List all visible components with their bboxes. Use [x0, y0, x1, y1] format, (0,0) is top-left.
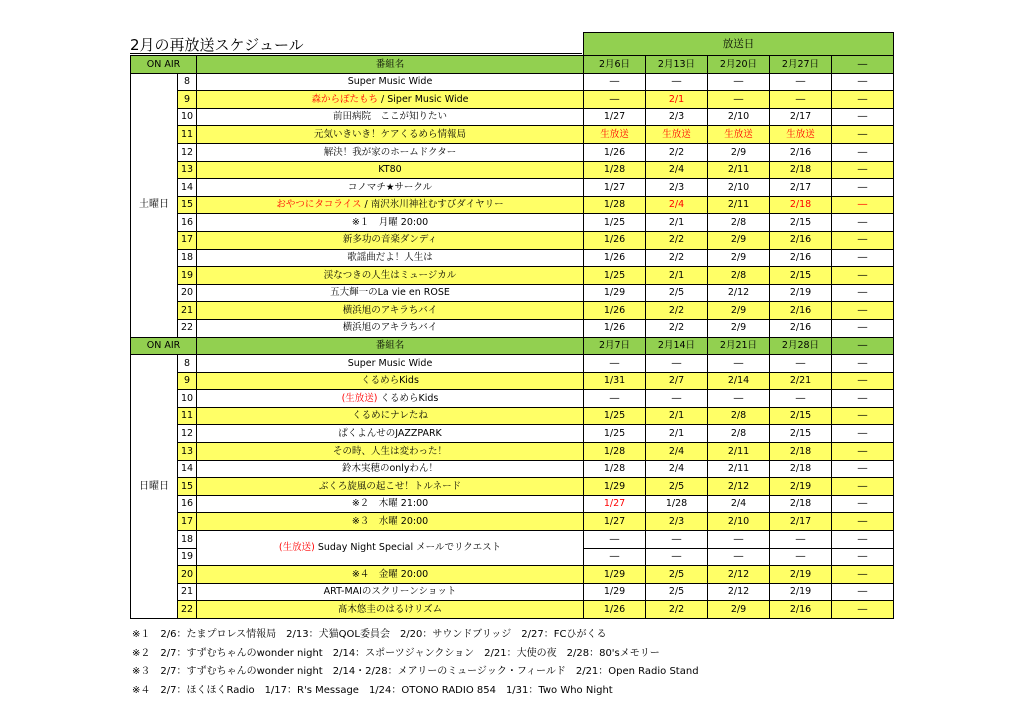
date-header: 2月20日 — [708, 56, 770, 74]
footnote-3: ※３ 2/7：すずむちゃんのwonder night 2/14・2/28：メアリーのミュージック・フィールド 2/21：Open Radio Stand — [132, 666, 699, 677]
broadcast-date-cell: 1/31 — [584, 372, 646, 390]
program-name — [197, 179, 584, 197]
broadcast-date-cell: 2/5 — [646, 478, 708, 496]
extra-cell: ― — [832, 390, 894, 408]
program-title: 横浜旭のアキラちバイ — [342, 322, 438, 334]
table-row — [131, 478, 894, 496]
broadcast-date-cell: 2/17 — [770, 108, 832, 126]
table-row — [131, 531, 894, 549]
broadcast-date-cell: ― — [584, 531, 646, 549]
broadcast-date-cell: ― — [770, 355, 832, 373]
broadcast-date-cell: 2/4 — [708, 495, 770, 513]
broadcast-date-cell: 1/28 — [646, 495, 708, 513]
broadcast-date-cell: 2/2 — [646, 231, 708, 249]
table-row — [131, 460, 894, 478]
broadcast-date-cell: 2/14 — [708, 372, 770, 390]
program-name — [197, 407, 584, 425]
broadcast-date-cell: 2/9 — [708, 249, 770, 267]
slot-number: 11 — [178, 126, 197, 144]
broadcast-date-cell: ― — [708, 91, 770, 109]
table-row — [131, 319, 894, 337]
program-title: 渓なつきの人生はミュージカル — [323, 269, 457, 281]
broadcast-date-cell: 2/8 — [708, 214, 770, 232]
broadcast-date-cell: ― — [584, 355, 646, 373]
program-title: ぶくろ旋風の起こせ！トルネード — [318, 480, 462, 492]
schedule-table — [130, 32, 894, 619]
program-title: ※２ 木曜 21:00 — [351, 498, 429, 510]
extra-cell: ― — [832, 214, 894, 232]
broadcast-date-cell: 2/2 — [646, 249, 708, 267]
program-title: くるめらKids — [361, 375, 419, 387]
table-row — [131, 495, 894, 513]
date-header: 2月13日 — [646, 56, 708, 74]
broadcast-date-cell: 2/9 — [708, 601, 770, 619]
broadcast-date-cell: 2/7 — [646, 372, 708, 390]
broadcast-date-cell: ― — [646, 390, 708, 408]
broadcast-date-cell: 2/3 — [646, 513, 708, 531]
program-live-tag: (生放送) — [278, 542, 315, 554]
slot-number: 9 — [178, 91, 197, 109]
broadcast-date-cell: 2/9 — [708, 231, 770, 249]
broadcast-date-cell: 2/18 — [770, 161, 832, 179]
program-name — [197, 126, 584, 144]
extra-cell: ― — [832, 601, 894, 619]
program-title: ※３ 水曜 20:00 — [351, 515, 429, 527]
program-title: ※４ 金曜 20:00 — [351, 568, 429, 580]
slot-number: 19 — [178, 548, 197, 566]
day-label: 日曜日 — [131, 355, 178, 619]
broadcast-date-cell: ― — [770, 531, 832, 549]
broadcast-date-cell: 2/9 — [708, 143, 770, 161]
program-name — [197, 214, 584, 232]
broadcast-date-cell: ― — [708, 548, 770, 566]
broadcast-date-cell: 2/2 — [646, 143, 708, 161]
broadcast-date-cell: 2/11 — [708, 196, 770, 214]
table-row — [131, 143, 894, 161]
table-row — [131, 214, 894, 232]
broadcast-date-cell: 2/3 — [646, 108, 708, 126]
program-title: Suday Night Special メールでリクエスト — [314, 542, 502, 554]
broadcast-date-cell: 2/3 — [646, 179, 708, 197]
extra-cell: ― — [832, 355, 894, 373]
table-row — [131, 231, 894, 249]
program-title: ※１ 月曜 20:00 — [351, 216, 429, 228]
slot-number: 12 — [178, 425, 197, 443]
footnotes — [132, 626, 699, 700]
table-row — [131, 425, 894, 443]
broadcast-date-cell: 2/12 — [708, 478, 770, 496]
broadcast-date-cell: 2/19 — [770, 566, 832, 584]
program-name — [197, 319, 584, 337]
on-air-header: ON AIR — [131, 56, 197, 74]
extra-cell: ― — [832, 531, 894, 549]
table-row — [131, 196, 894, 214]
program-title: 解決！我が家のホームドクター — [323, 146, 457, 158]
slot-number: 9 — [178, 372, 197, 390]
broadcast-date-cell: ― — [646, 73, 708, 91]
broadcast-date-cell: 2/18 — [770, 196, 832, 214]
program-name — [197, 583, 584, 601]
slot-number: 22 — [178, 601, 197, 619]
broadcast-date-cell: 2/5 — [646, 583, 708, 601]
extra-cell: ― — [832, 91, 894, 109]
table-row — [131, 355, 894, 373]
extra-cell: ― — [832, 425, 894, 443]
broadcast-date-cell: 1/28 — [584, 443, 646, 461]
program-name — [197, 73, 584, 91]
broadcast-date-cell: ― — [770, 390, 832, 408]
program-title: ART-MAIのスクリーンショット — [323, 586, 457, 598]
slot-number: 17 — [178, 513, 197, 531]
broadcast-date-cell: 2/17 — [770, 513, 832, 531]
broadcast-date-cell: 1/26 — [584, 143, 646, 161]
extra-cell: ― — [832, 478, 894, 496]
table-row — [131, 249, 894, 267]
broadcast-date-cell: 1/27 — [584, 179, 646, 197]
broadcast-date-cell: 1/26 — [584, 601, 646, 619]
title-row — [131, 33, 894, 56]
broadcast-date-cell: 1/26 — [584, 249, 646, 267]
broadcast-date-cell: 2/16 — [770, 249, 832, 267]
broadcast-date-cell: 2/12 — [708, 284, 770, 302]
extra-cell: ― — [832, 513, 894, 531]
date-header: 2月14日 — [646, 337, 708, 355]
table-row — [131, 566, 894, 584]
program-name — [197, 231, 584, 249]
program-live-tag: おやつにタコライス — [276, 199, 362, 211]
broadcast-date-cell: 1/27 — [584, 108, 646, 126]
footnote-2: ※２ 2/7：すずむちゃんのwonder night 2/14：スポーツジャンクション 2/21：大使の夜 2/28：80'sメモリー — [132, 647, 660, 659]
broadcast-date-cell: 2/10 — [708, 513, 770, 531]
table-row — [131, 601, 894, 619]
program-title: / 南沢氷川神社むすびダイヤリー — [361, 199, 504, 211]
broadcast-date-cell: ― — [708, 531, 770, 549]
program-name — [197, 249, 584, 267]
broadcast-date-cell: ― — [708, 355, 770, 373]
broadcast-date-cell: 2/15 — [770, 267, 832, 285]
date-header: 2月27日 — [770, 56, 832, 74]
program-name — [197, 495, 584, 513]
broadcast-date-cell: 1/25 — [584, 267, 646, 285]
program-name — [197, 531, 584, 566]
broadcast-date-cell: 1/25 — [584, 425, 646, 443]
table-row — [131, 73, 894, 91]
table-row — [131, 583, 894, 601]
table-row — [131, 407, 894, 425]
broadcast-date-cell: ― — [584, 548, 646, 566]
slot-number: 18 — [178, 249, 197, 267]
program-title: 元気いきいき！ケアくるめら情報局 — [313, 128, 466, 140]
broadcast-date-cell: 2/2 — [646, 601, 708, 619]
broadcast-date-cell: 1/26 — [584, 319, 646, 337]
broadcast-date-cell: 2/4 — [646, 460, 708, 478]
broadcast-date-cell: 2/1 — [646, 425, 708, 443]
extra-cell: ― — [832, 179, 894, 197]
program-name — [197, 478, 584, 496]
program-title: 前田病院 ここが知りたい — [332, 111, 447, 123]
program-title: KT80 — [378, 164, 402, 176]
broadcast-date-cell: 2/18 — [770, 460, 832, 478]
program-title: 髙木悠圭のはるけリズム — [337, 603, 443, 615]
program-name — [197, 443, 584, 461]
program-title: 鈴木実穂のonlyわん！ — [341, 463, 439, 475]
broadcast-date-cell: 1/25 — [584, 214, 646, 232]
date-header: 2月28日 — [770, 337, 832, 355]
extra-cell: ― — [832, 108, 894, 126]
extra-cell: ― — [832, 372, 894, 390]
broadcast-date-cell: 生放送 — [646, 126, 708, 144]
broadcast-date-cell: 2/11 — [708, 443, 770, 461]
broadcast-date-cell: 2/15 — [770, 425, 832, 443]
page-title: 2月の再放送スケジュール — [130, 36, 304, 54]
broadcast-date-cell: ― — [770, 91, 832, 109]
slot-number: 13 — [178, 161, 197, 179]
program-title: 歌謡曲だよ！人生は — [347, 252, 433, 264]
program-header: 番組名 — [197, 337, 584, 355]
program-title: 新多功の音楽ダンディ — [342, 234, 438, 246]
extra-cell: ― — [832, 443, 894, 461]
broadcast-date-cell: 1/25 — [584, 407, 646, 425]
program-name — [197, 601, 584, 619]
extra-cell: ― — [832, 231, 894, 249]
broadcast-day-header: 放送日 — [584, 33, 894, 56]
slot-number: 21 — [178, 583, 197, 601]
program-title: / Siper Music Wide — [378, 93, 469, 105]
program-title: 横浜旭のアキラちバイ — [342, 304, 438, 316]
broadcast-date-cell: ― — [646, 531, 708, 549]
slot-number: 16 — [178, 495, 197, 513]
program-name — [197, 355, 584, 373]
broadcast-date-cell: 2/15 — [770, 214, 832, 232]
slot-number: 15 — [178, 196, 197, 214]
slot-number: 13 — [178, 443, 197, 461]
table-row — [131, 91, 894, 109]
slot-number: 8 — [178, 73, 197, 91]
program-title: くるめにナレたね — [352, 410, 428, 422]
extra-cell: ― — [832, 126, 894, 144]
broadcast-date-cell: 1/29 — [584, 284, 646, 302]
table-row — [131, 284, 894, 302]
broadcast-date-cell: 生放送 — [770, 126, 832, 144]
day-label: 土曜日 — [131, 73, 178, 337]
slot-number: 15 — [178, 478, 197, 496]
broadcast-date-cell: 2/16 — [770, 319, 832, 337]
program-name — [197, 267, 584, 285]
broadcast-date-cell: 2/4 — [646, 443, 708, 461]
program-name — [197, 143, 584, 161]
broadcast-date-cell: 2/18 — [770, 443, 832, 461]
extra-cell: ― — [832, 302, 894, 320]
table-row — [131, 372, 894, 390]
broadcast-date-cell: 2/9 — [708, 302, 770, 320]
date-header: 2月21日 — [708, 337, 770, 355]
program-name — [197, 302, 584, 320]
date-header: 2月7日 — [584, 337, 646, 355]
slot-number: 22 — [178, 319, 197, 337]
slot-number: 12 — [178, 143, 197, 161]
broadcast-date-cell: 1/26 — [584, 302, 646, 320]
slot-number: 14 — [178, 460, 197, 478]
broadcast-date-cell: 2/19 — [770, 583, 832, 601]
program-name — [197, 91, 584, 109]
program-name — [197, 196, 584, 214]
program-title: Super Music Wide — [347, 357, 433, 369]
footnote-4: ※４ 2/7：ほくほくRadio 1/17：R's Message 1/24：OTONO RADIO 854 1/31：Two Who Night — [132, 684, 613, 696]
broadcast-date-cell: 2/8 — [708, 425, 770, 443]
program-live-tag: (生放送) — [341, 392, 378, 404]
table-row — [131, 179, 894, 197]
extra-cell: ― — [832, 249, 894, 267]
broadcast-date-cell: 生放送 — [584, 126, 646, 144]
broadcast-date-cell: 1/27 — [584, 513, 646, 531]
broadcast-date-cell: ― — [708, 73, 770, 91]
broadcast-date-cell: ― — [584, 390, 646, 408]
slot-number: 20 — [178, 566, 197, 584]
broadcast-date-cell: 2/16 — [770, 143, 832, 161]
broadcast-date-cell: 2/11 — [708, 460, 770, 478]
extra-cell: ― — [832, 407, 894, 425]
broadcast-date-cell: ― — [646, 355, 708, 373]
broadcast-date-cell: 2/12 — [708, 583, 770, 601]
broadcast-date-cell: 1/26 — [584, 231, 646, 249]
broadcast-date-cell: 1/29 — [584, 478, 646, 496]
broadcast-date-cell: 2/5 — [646, 284, 708, 302]
program-title: ぱくよんせのJAZZPARK — [338, 428, 442, 440]
program-name — [197, 372, 584, 390]
table-row — [131, 267, 894, 285]
slot-number: 8 — [178, 355, 197, 373]
program-name — [197, 161, 584, 179]
extra-cell: ― — [832, 284, 894, 302]
broadcast-date-cell: 1/29 — [584, 566, 646, 584]
slot-number: 11 — [178, 407, 197, 425]
footnote-1: ※１ 2/6：たまプロレス情報局 2/13：犬猫QOL委員会 2/20：サウンドブリッジ 2/27：FCひがくる — [132, 629, 607, 640]
broadcast-date-cell: 2/8 — [708, 267, 770, 285]
table-row — [131, 161, 894, 179]
slot-number: 16 — [178, 214, 197, 232]
extra-cell: ― — [832, 548, 894, 566]
table-row — [131, 513, 894, 531]
broadcast-date-cell: 2/16 — [770, 231, 832, 249]
broadcast-date-cell: 2/4 — [646, 161, 708, 179]
broadcast-date-cell: 2/8 — [708, 407, 770, 425]
broadcast-date-cell: 2/21 — [770, 372, 832, 390]
broadcast-date-cell: 2/18 — [770, 495, 832, 513]
broadcast-date-cell: 1/28 — [584, 161, 646, 179]
table-row — [131, 108, 894, 126]
slot-number: 21 — [178, 302, 197, 320]
broadcast-date-cell: 2/10 — [708, 108, 770, 126]
program-title: その時、人生は変わった！ — [333, 445, 447, 457]
broadcast-date-cell: 2/15 — [770, 407, 832, 425]
program-name — [197, 284, 584, 302]
broadcast-date-cell: ― — [708, 390, 770, 408]
program-name — [197, 108, 584, 126]
broadcast-date-cell: ― — [646, 548, 708, 566]
extra-cell: ― — [832, 583, 894, 601]
extra-cell: ― — [832, 196, 894, 214]
broadcast-date-cell: 2/16 — [770, 601, 832, 619]
broadcast-date-cell: 1/28 — [584, 460, 646, 478]
slot-number: 10 — [178, 108, 197, 126]
program-header: 番組名 — [197, 56, 584, 74]
broadcast-date-cell: ― — [584, 73, 646, 91]
extra-header: ― — [832, 56, 894, 74]
program-name — [197, 513, 584, 531]
program-live-tag: 森からぽたもち — [311, 93, 379, 105]
extra-cell: ― — [832, 460, 894, 478]
broadcast-date-cell: 2/16 — [770, 302, 832, 320]
title-spacer — [131, 33, 584, 56]
slot-number: 20 — [178, 284, 197, 302]
broadcast-date-cell: 2/19 — [770, 478, 832, 496]
broadcast-date-cell: 1/29 — [584, 583, 646, 601]
slot-number: 19 — [178, 267, 197, 285]
broadcast-date-cell: 2/17 — [770, 179, 832, 197]
broadcast-date-cell: 生放送 — [708, 126, 770, 144]
broadcast-date-cell: ― — [770, 548, 832, 566]
extra-cell: ― — [832, 161, 894, 179]
section-header-row — [131, 56, 894, 74]
broadcast-date-cell: 2/19 — [770, 284, 832, 302]
broadcast-date-cell: 2/1 — [646, 407, 708, 425]
program-name — [197, 460, 584, 478]
slot-number: 14 — [178, 179, 197, 197]
program-title: 五大輝一のLa vie en ROSE — [330, 287, 450, 299]
broadcast-date-cell: 2/11 — [708, 161, 770, 179]
date-header: 2月6日 — [584, 56, 646, 74]
extra-header: ― — [832, 337, 894, 355]
program-name — [197, 425, 584, 443]
broadcast-date-cell: 2/1 — [646, 267, 708, 285]
program-title: くるめらKids — [377, 392, 439, 404]
broadcast-date-cell: 2/5 — [646, 566, 708, 584]
table-row — [131, 443, 894, 461]
extra-cell: ― — [832, 495, 894, 513]
extra-cell: ― — [832, 267, 894, 285]
extra-cell: ― — [832, 319, 894, 337]
program-title: コノマチ★サークル — [347, 181, 433, 193]
broadcast-date-cell: ― — [770, 73, 832, 91]
slot-number: 10 — [178, 390, 197, 408]
broadcast-date-cell: ― — [584, 91, 646, 109]
broadcast-date-cell: 2/12 — [708, 566, 770, 584]
extra-cell: ― — [832, 143, 894, 161]
broadcast-date-cell: 2/2 — [646, 319, 708, 337]
table-row — [131, 302, 894, 320]
broadcast-date-cell: 2/4 — [646, 196, 708, 214]
broadcast-date-cell: 2/9 — [708, 319, 770, 337]
program-title: Super Music Wide — [347, 76, 433, 88]
on-air-header: ON AIR — [131, 337, 197, 355]
table-row — [131, 126, 894, 144]
broadcast-date-cell: 1/28 — [584, 196, 646, 214]
slot-number: 17 — [178, 231, 197, 249]
broadcast-date-cell: 2/2 — [646, 302, 708, 320]
program-name — [197, 566, 584, 584]
broadcast-date-cell: 2/1 — [646, 214, 708, 232]
table-row — [131, 390, 894, 408]
broadcast-date-cell: 1/27 — [584, 495, 646, 513]
program-name — [197, 390, 584, 408]
broadcast-date-cell: 2/10 — [708, 179, 770, 197]
broadcast-date-cell: 2/1 — [646, 91, 708, 109]
section-header-row — [131, 337, 894, 355]
slot-number: 18 — [178, 531, 197, 549]
extra-cell: ― — [832, 566, 894, 584]
extra-cell: ― — [832, 73, 894, 91]
